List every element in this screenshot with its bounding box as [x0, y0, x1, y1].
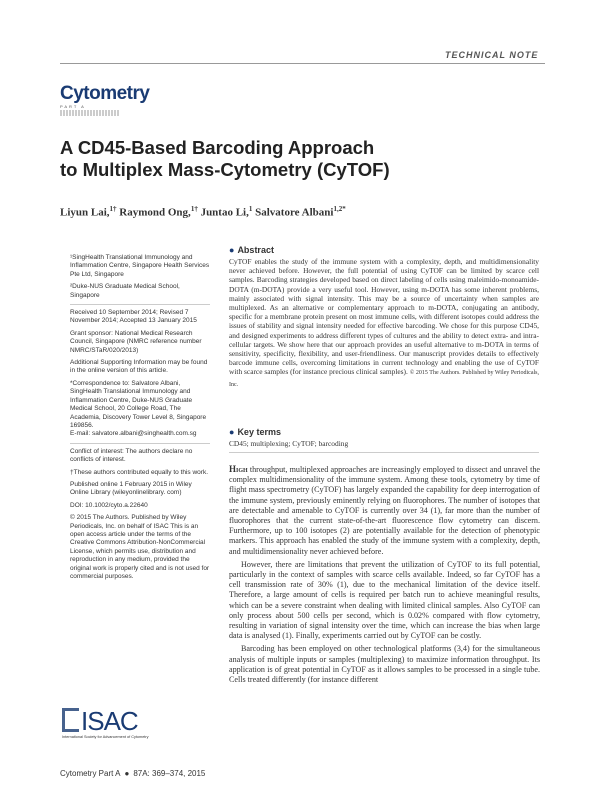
- license-statement: © 2015 The Authors. Published by Wiley Periodicals, Inc. on behalf of ISAC This is an open access article under the terms of the Creative Commons Attribution-NonCommercial License, which permits use, distribution and reproduction in any medium, provided the original work is properly cited and is not used for commercial purposes.: [70, 514, 210, 580]
- author-name: Salvatore Albani: [255, 206, 334, 219]
- author-name: Raymond Ong,: [119, 206, 191, 219]
- body-paragraph: High throughput, multiplexed approaches are increasingly employed to dissect and unravel the complex multidimensionality of the immune system. Among these tools, cytometry by time of flight mass spectrometry (CyTOF) has largely expanded the capability for deep interrogation of the immune system, previously eminently relying on fluorophores. The number of isotopes that are detectable and amenable to CyTOF is currently over 34 (1), far more than the number of fluorophores that the current state-of-the-art fluorescence flow cytometry can discern. Furthermore, up to 100 isotopes (2) are potentially available for the detection of phenotypic markers. This approach has enabled the study of the immune system with a complexity, depth, and multidimensionality never achieved before.: [229, 464, 540, 556]
- article-title: [60, 137, 510, 181]
- abstract-text: CyTOF enables the study of the immune system with a complexity, depth, and multidimensionality never achieved before. However, the full potential of using CyTOF can be limited by scarce cell samples. Barcoding strategies developed based on direct labeling of cells using maleimido-monoamide-DOTA (m-DOTA) provide a very useful tool. However, using m-DOTA has some inherent problems, mainly associated with signal intensity. This may be a source of uncertainty when samples are multiplexed. As an alternative or complementary approach to m-DOTA, conjugating an antibody, specific for a membrane protein present on most immune cells, with different isotopes could address the issues of stability and signal intensity needed for effective barcoding. We chose for this purpose CD45, and designed experiments to address different types of cultures and the ability to detect extra- and intra-cellular targets. We show here that our approach provides an useful alternative to m-DOTA in terms of sensitivity, specificity, flexibility, and user-friendliness. Our manuscript provides details to effectively barcode immune cells, overcoming limitations in current technology and enabling the use of CyTOF with scarce samples (for instance precious clinical samples). © 2015 The Authors. Published by Wiley Periodicals, Inc.: [229, 257, 540, 388]
- footer-citation: 87A: 369–374, 2015: [133, 769, 206, 778]
- publication-info: Published online 1 February 2015 in Wiley Online Library (wileyonlinelibrary. com): [70, 480, 192, 497]
- affiliation-1: ¹SingHealth Translational Immunology and Inflammation Centre, Singapore Health Services Pte Ltd, Singapore: [70, 254, 210, 278]
- author-affiliation-mark: 1,2*: [333, 205, 346, 213]
- correspondence: *Correspondence to: Salvatore Albani, SingHealth Translational Immunology and Inflammation Centre, Duke-NUS Graduate Medical School, 20 College Road, The Academia, Discovery Tower Level 8, Singapore 169856. E-mail: salvatore.albani@singhealth.com.sg: [70, 379, 207, 438]
- header-rule: [60, 63, 545, 64]
- correspondence-email[interactable]: E-mail: salvatore.albani@singhealth.com.sg: [70, 430, 197, 438]
- isac-logo-word: ISAC: [62, 708, 162, 734]
- journal-logo: [60, 84, 149, 116]
- abstract-divider: [229, 452, 539, 453]
- grant-sponsor: Grant sponsor: National Medical Research Council, Singapore (NMRC reference number NMRC/STaR/020/2013): [70, 329, 202, 354]
- bullet-icon: ●: [229, 245, 235, 255]
- lead-word: High: [229, 464, 248, 474]
- author-list: [60, 205, 346, 219]
- abstract-section: [229, 245, 539, 390]
- body-paragraph: Barcoding has been employed on other technological platforms (3,4) for the simultaneous analysis of multiple inputs or samples (multiplexing) to maximize information throughput. Its application is of great potential in CyTOF as it allows samples to be processed in a single tube. Cells treated differently (for instance different: [229, 644, 540, 685]
- journal-logo-subtitle: [60, 110, 120, 116]
- page-footer: [60, 769, 205, 778]
- article-body: [229, 464, 540, 688]
- sidebar-divider: [70, 443, 210, 444]
- title-line-1: A CD45-Based Barcoding Approach: [60, 137, 375, 158]
- bullet-icon: ●: [229, 427, 235, 437]
- equal-contribution: †These authors contributed equally to this work.: [70, 468, 209, 476]
- title-line-2: to Multiplex Mass-Cytometry (CyTOF): [60, 159, 390, 180]
- journal-logo-word: Cytometry: [60, 83, 150, 104]
- author-name: Liyun Lai,: [60, 206, 110, 219]
- footer-journal: Cytometry Part A: [60, 769, 121, 778]
- key-terms-section: [229, 427, 539, 448]
- body-paragraph: However, there are limitations that prevent the utilization of CyTOF to its full potential, particularly in the context of samples with scarce cells available. Indeed, so far CyTOF has a cell transmission rate of 30% (1), due to the mechanical limitation of the device itself. Therefore, a large amount of cells is required per batch run to achieve meaningful results, which can be a severe constraint when dealing with limited clinical samples. Also CyTOF can only process about 500 cells per second, which is 0.02% compared with flow cytometry, resulting in variation of signal intensity over the time, which can increase the bias when large data is analysed (1). Finally, experiments carried out by CyTOF can be costly.: [229, 559, 540, 641]
- footer-bullet: ●: [124, 769, 130, 778]
- author-affiliation-mark: 1†: [190, 205, 198, 213]
- sidebar-divider: [70, 304, 210, 305]
- conflict-of-interest: Conflict of interest: The authors declare no conflicts of interest.: [70, 447, 193, 464]
- article-sidebar: [70, 254, 210, 585]
- affiliation-2: ²Duke-NUS Graduate Medical School, Singapore: [70, 283, 180, 299]
- abstract-copyright: © 2015 The Authors. Published by Wiley Periodicals, Inc.: [229, 370, 540, 388]
- abstract-heading: ● Abstract: [229, 245, 274, 255]
- author-name: Juntao Li,: [200, 206, 249, 219]
- author-affiliation-mark: 1†: [109, 205, 117, 213]
- author-affiliation-mark: 1: [248, 205, 253, 213]
- journal-part-label: PART A: [60, 104, 86, 109]
- received-dates: Received 10 September 2014; Revised 7 November 2014; Accepted 13 January 2015: [70, 309, 197, 325]
- key-terms-text: CD45; multiplexing; CyTOF; barcoding: [229, 439, 349, 448]
- isac-tagline: International Society for Advancement of Cytometry: [62, 735, 149, 739]
- supporting-info: Additional Supporting Information may be found in the online version of this article.: [70, 359, 208, 375]
- doi[interactable]: DOI: 10.1002/cyto.a.22640: [70, 501, 148, 509]
- section-label: TECHNICAL NOTE: [445, 50, 539, 60]
- key-terms-heading: ● Key terms: [229, 427, 281, 437]
- isac-logo: [62, 708, 162, 739]
